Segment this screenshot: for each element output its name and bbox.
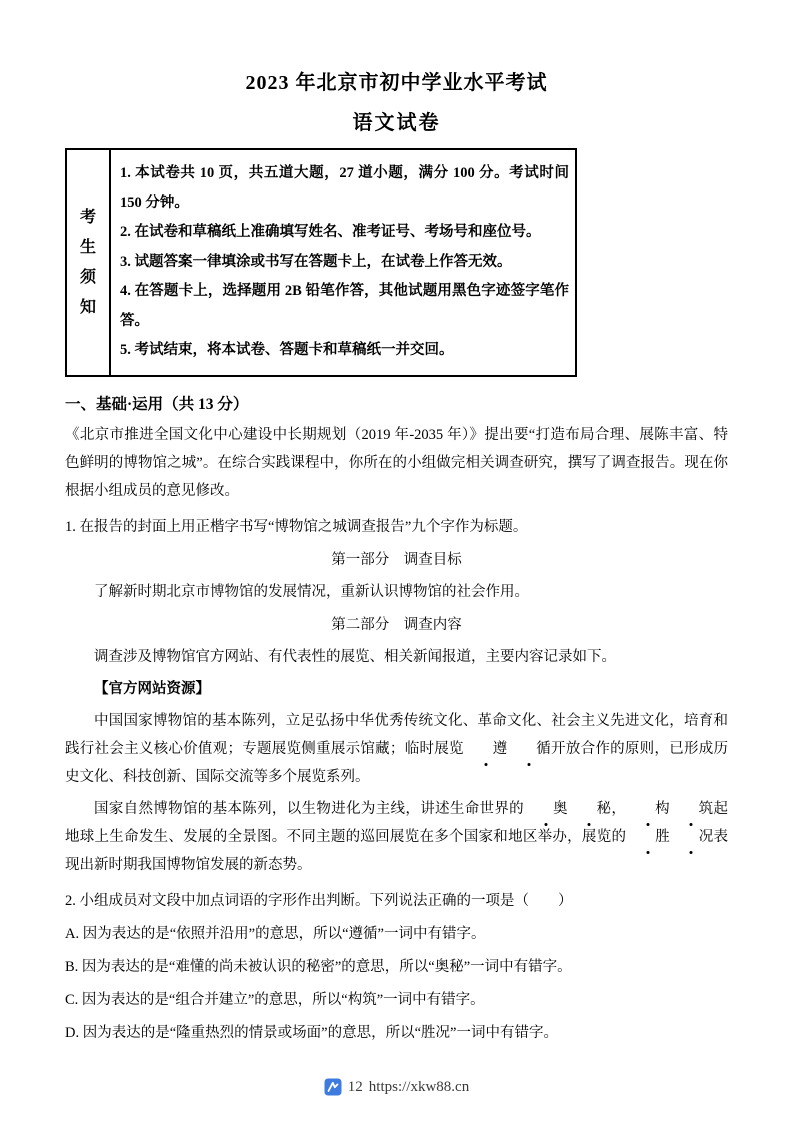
notice-item: 4. 在答题卡上，选择题用 2B 铅笔作答，其他试题用黑色字迹签字笔作答。: [120, 283, 569, 329]
notice-item: 3. 试题答案一律填涂或书写在答题卡上，在试卷上作答无效。: [120, 253, 512, 270]
notice-label-text: 考 生 须 知: [79, 208, 96, 316]
notice-item: 5. 考试结束，将本试卷、答题卡和草稿纸一并交回。: [120, 342, 454, 358]
answer-option: A. 因为表达的是“依照并沿用”的意思，所以“遵循”一词中有错字。: [65, 925, 486, 942]
section-heading: 一、基础·运用（共 13 分）: [65, 395, 249, 413]
exam-title: 2023 年北京市初中学业水平考试: [245, 72, 548, 94]
xkw-logo-icon: [324, 1078, 342, 1096]
notice-item: 2. 在试卷和草稿纸上准确填写姓名、准考证号、考场号和座位号。: [120, 224, 541, 240]
question-1: 1. 在报告的封面上用正楷字书写“博物馆之城调查报告”九个字作为标题。: [65, 518, 528, 535]
exam-subtitle: 语文试卷: [352, 112, 441, 134]
question-2: 2. 小组成员对文段中加点词语的字形作出判断。下列说法正确的一项是（ ）: [65, 892, 573, 909]
page-number: 12: [347, 1078, 363, 1095]
emphasized-word: 奥 秘: [524, 801, 611, 817]
museum-paragraph-national: 中国国家博物馆的基本陈列，立足弘扬中华优秀传统文化、革命文化、社会主义先进文化，培育和践行社会主义核心价值观；专题展览侧重展示馆藏；临时展览 遵 循开放合作的原则，已形成历史文化、科技创新、国际交流等多个展览系列。: [65, 712, 729, 785]
resource-section-label: 【官方网站资源】: [94, 680, 210, 697]
answer-option: B. 因为表达的是“难懂的尚未被认识的秘密”的意思，所以“奥秘”一词中有错字。: [65, 958, 572, 975]
report-part2-heading: 第二部分 调查内容: [331, 616, 462, 633]
museum-paragraph-nature: 国家自然博物馆的基本陈列，以生物进化为主线，讲述生命世界的 奥 秘， 构 筑起地球上生命发生、发展的全景图。不同主题的巡回展览在多个国家和地区举办，展览的 胜 况表现出新时期我国博物馆发展的新态势。: [65, 795, 728, 879]
emphasized-word: 构 筑: [626, 801, 713, 817]
question-2-options: [65, 920, 728, 1047]
answer-option: C. 因为表达的是“组合并建立”的意思，所以“构筑”一词中有错字。: [65, 991, 485, 1008]
notice-item-list: [111, 150, 575, 375]
examinee-notice-box: [65, 148, 577, 377]
emphasized-word: 遵 循: [464, 741, 551, 757]
footer-url[interactable]: https://xkw88.cn: [368, 1078, 470, 1095]
report-part1-heading: 第一部分 调查目标: [331, 551, 462, 568]
emphasized-word: 胜 况: [626, 829, 713, 845]
notice-item: 1. 本试卷共 10 页，共五道大题，27 道小题，满分 100 分。考试时间 150 分钟。: [120, 165, 569, 211]
answer-option: D. 因为表达的是“隆重热烈的情景或场面”的意思，所以“胜况”一词中有错字。: [65, 1024, 558, 1041]
report-part2-intro: 调查涉及博物馆官方网站、有代表性的展览、相关新闻报道，主要内容记录如下。: [94, 648, 616, 665]
report-part1-text: 了解新时期北京市博物馆的发展情况，重新认识博物馆的社会作用。: [94, 583, 529, 600]
page-footer: [0, 1078, 793, 1096]
intro-paragraph: 《北京市推进全国文化中心建设中长期规划（2019 年-2035 年）》提出要“打造布局合理、展陈丰富、特色鲜明的博物馆之城”。在综合实践课程中，你所在的小组做完相关调查研究，撰写了调查报告。现在你根据小组成员的意见修改。: [65, 426, 728, 499]
notice-label: [67, 150, 111, 375]
